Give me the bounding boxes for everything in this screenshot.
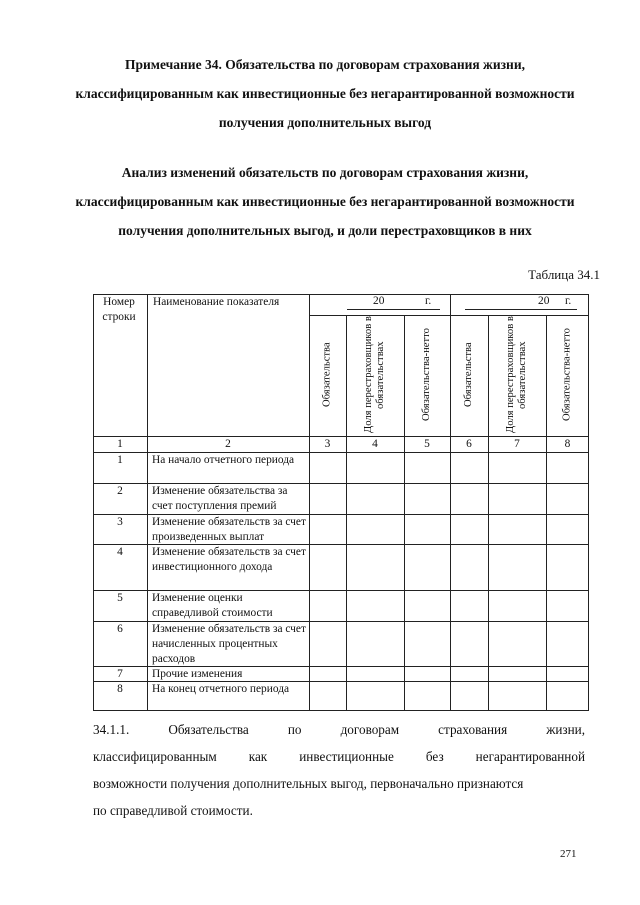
period-2-suffix: г. bbox=[565, 295, 572, 307]
subheader-liabilities-2: Обязательства bbox=[463, 342, 474, 408]
table-label: Таблица 34.1 bbox=[528, 267, 600, 282]
header-indicator: Наименование показателя bbox=[153, 296, 280, 308]
para-word: негарантированной bbox=[475, 749, 586, 764]
table-rule bbox=[93, 590, 589, 591]
subheader-reinsurer-share-1: Доля перестраховщиков в обязательствах bbox=[363, 316, 386, 434]
table-rule bbox=[93, 483, 589, 484]
para-word: как bbox=[248, 749, 268, 764]
table-rule bbox=[404, 315, 405, 711]
table-rule bbox=[309, 315, 589, 316]
paragraph-line-1 bbox=[93, 716, 585, 743]
table-rule bbox=[93, 666, 589, 667]
table-rule bbox=[147, 294, 148, 711]
column-number-3: 3 bbox=[324, 438, 331, 450]
row-2-number: 2 bbox=[117, 485, 123, 497]
changes-table bbox=[93, 294, 589, 711]
para-word: 34.1.1. bbox=[93, 722, 130, 737]
period-1-suffix: г. bbox=[425, 295, 432, 307]
row-3-number: 3 bbox=[117, 516, 123, 528]
row-7-number: 7 bbox=[117, 668, 123, 680]
table-rule bbox=[93, 621, 589, 622]
para-word: Обязательства bbox=[168, 722, 249, 737]
page-number: 271 bbox=[560, 848, 577, 860]
para-word: страхования bbox=[438, 722, 508, 737]
row-4-name: Изменение обязательств за счет инвестиционного дохода bbox=[152, 546, 306, 573]
table-rule bbox=[93, 436, 589, 437]
column-number-6: 6 bbox=[466, 438, 472, 450]
row-7-name: Прочие изменения bbox=[152, 668, 243, 680]
table-rule bbox=[346, 315, 347, 711]
row-3-name: Изменение обязательств за счет произведенных выплат bbox=[152, 516, 306, 543]
para-word: классифицированным bbox=[93, 749, 217, 764]
row-6-name: Изменение обязательств за счет начисленных процентных расходов bbox=[152, 623, 306, 665]
column-number-5: 5 bbox=[424, 438, 430, 450]
column-number-1: 1 bbox=[117, 438, 123, 450]
column-number-2: 2 bbox=[225, 438, 231, 450]
subheader-net-liabilities-1: Обязательства-нетто bbox=[421, 328, 432, 422]
period-1-blank-line bbox=[347, 309, 440, 310]
row-1-name: На начало отчетного периода bbox=[152, 454, 295, 466]
row-5-number: 5 bbox=[117, 592, 123, 604]
row-8-number: 8 bbox=[117, 683, 123, 695]
column-number-4: 4 bbox=[372, 438, 378, 450]
para-word: жизни, bbox=[546, 722, 586, 737]
table-rule bbox=[93, 514, 589, 515]
column-number-8: 8 bbox=[564, 438, 571, 450]
row-4-number: 4 bbox=[117, 546, 123, 558]
table-rule bbox=[588, 294, 589, 711]
row-1-number: 1 bbox=[117, 454, 123, 466]
row-8-name: На конец отчетного периода bbox=[152, 683, 290, 695]
table-rule bbox=[93, 681, 589, 682]
para-word: по bbox=[287, 722, 302, 737]
subheader-net-liabilities-2: Обязательства-нетто bbox=[561, 328, 573, 422]
period-2-blank-line bbox=[465, 309, 577, 310]
period-1-year: 20 bbox=[373, 295, 385, 307]
row-6-number: 6 bbox=[117, 623, 123, 635]
paragraph-line-2 bbox=[93, 743, 585, 770]
table-rule bbox=[93, 544, 589, 545]
para-word: инвестиционные bbox=[299, 749, 394, 764]
table-rule bbox=[309, 294, 310, 711]
row-2-name: Изменение обязательства за счет поступления премий bbox=[152, 485, 288, 512]
table-rule bbox=[450, 294, 451, 711]
paragraph-line-3: возможности получения дополнительных выгод, первоначально признаются bbox=[93, 776, 524, 791]
table-rule bbox=[93, 294, 94, 711]
table-rule bbox=[546, 315, 547, 711]
para-word: без bbox=[425, 749, 444, 764]
analysis-title: Анализ изменений обязательств по договорам страхования жизни, классифицированным как инвестиционные без негарантированной возможности получения дополнительных выгод, и доли перестраховщиков в них bbox=[75, 165, 575, 238]
para-word: договорам bbox=[340, 722, 400, 737]
period-2-year: 20 bbox=[538, 295, 550, 307]
table-rule bbox=[93, 294, 589, 295]
row-5-name: Изменение оценки справедливой стоимости bbox=[152, 592, 273, 619]
subheader-liabilities-1: Обязательства bbox=[321, 342, 333, 408]
table-rule bbox=[93, 452, 589, 453]
note-title: Примечание 34. Обязательства по договорам страхования жизни, классифицированным как инвестиционные без негарантированной возможности получения дополнительных выгод bbox=[75, 57, 575, 130]
header-row-number: Номер строки bbox=[102, 296, 136, 323]
table-rule bbox=[93, 710, 589, 711]
column-number-7: 7 bbox=[514, 438, 520, 450]
paragraph-line-4: по справедливой стоимости. bbox=[93, 803, 253, 818]
table-rule bbox=[488, 315, 489, 711]
subheader-reinsurer-share-2: Доля перестраховщиков в обязательствах bbox=[505, 316, 528, 434]
